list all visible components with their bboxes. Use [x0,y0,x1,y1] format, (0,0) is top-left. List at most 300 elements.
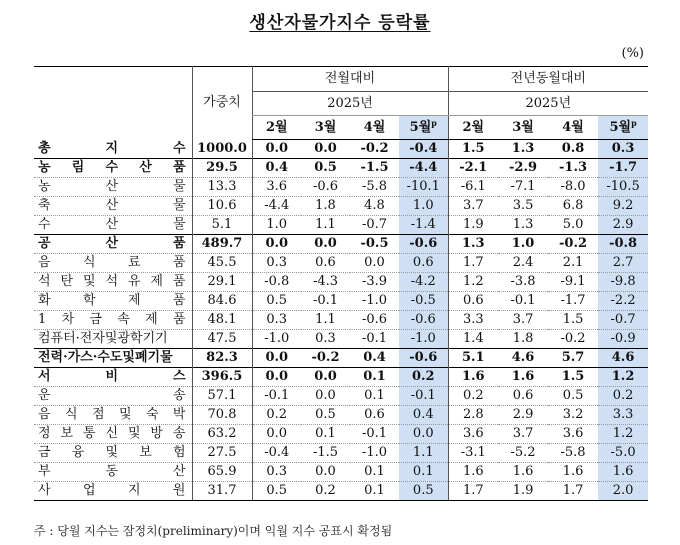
table-row [34,463,648,482]
yoy-value-cell: 2.9 [498,406,548,425]
label-char: 사 [38,483,51,498]
mom-value-cell: 1.0 [252,216,301,235]
row-label [34,349,192,368]
row-label [34,463,192,482]
yoy-value-cell: 1.8 [498,330,548,349]
row-label-text [38,406,186,424]
yoy-value-cell: -2.9 [498,159,548,178]
yoy-value-cell: -5.0 [598,444,648,463]
yoy-value-cell: 1.6 [548,463,598,482]
month-label: 5월 [409,119,432,135]
label-char: 지 [105,140,119,156]
yoy-value-cell: 1.6 [448,368,498,387]
row-label [34,273,192,292]
label-char: 금 [38,445,51,460]
row-label-text [38,387,186,405]
table-row [34,425,648,444]
label-char: 험 [172,445,186,460]
weight-cell: 396.5 [192,368,252,387]
yoy-month-header [498,116,548,140]
row-label-text [38,311,186,329]
yoy-value-cell: 1.3 [448,235,498,254]
yoy-value-cell: -0.8 [598,235,648,254]
yoy-value-cell: 0.8 [561,141,585,156]
label-char: 료 [127,255,141,270]
row-label [34,216,192,235]
month-label: 4월 [363,119,386,135]
row-label-text [38,444,186,462]
yoy-year-header: 2025년 [448,92,648,116]
yoy-value-cell: -9.1 [548,273,598,292]
month-label: 5월 [609,119,632,135]
yoy-value-cell: -8.0 [548,178,598,197]
yoy-value-cell: 6.8 [548,197,598,216]
yoy-value-cell: 3.6 [448,425,498,444]
mom-value-cell: 0.5 [252,292,301,311]
label-char: 제 [145,312,158,327]
preliminary-mark: p [631,117,637,128]
row-label [34,406,192,425]
label-char: 림 [71,160,85,175]
yoy-value-cell: -10.5 [598,178,648,197]
mom-value-cell: 0.6 [350,406,399,425]
mom-value-cell: 0.6 [399,254,448,273]
yoy-value-cell: 2.7 [598,254,648,273]
mom-value-cell: 0.6 [301,254,350,273]
mom-value-cell: -10.1 [399,178,448,197]
yoy-value-cell: -7.1 [498,178,548,197]
mom-value-cell: 0.3 [301,330,350,349]
month-label: 4월 [562,119,584,135]
label-char: 정 [38,426,51,441]
weight-cell: 65.9 [192,463,252,482]
weight-cell: 489.7 [192,235,252,254]
mom-month-header [301,116,350,140]
label-char: 산 [105,236,119,251]
yoy-value-cell: 1.5 [548,368,598,387]
yoy-value-cell: -6.1 [448,178,498,197]
yoy-value-cell: 1.9 [448,216,498,235]
weight-cell: 13.3 [192,178,252,197]
label-char: 업 [82,483,96,498]
mom-value-cell: -4.2 [399,273,448,292]
label-char: 학 [82,293,96,308]
yoy-value-cell: 2.0 [598,482,648,501]
label-header [34,67,192,140]
row-label-text [38,292,186,310]
label-char: 석 [38,274,51,289]
mom-value-cell: -4.4 [252,197,301,216]
label-char: 탄 [60,274,74,289]
yoy-value-cell: 3.6 [548,425,598,444]
label-char: 부 [38,464,51,479]
row-label [34,140,192,159]
mom-value-cell: 0.0 [252,425,301,444]
yoy-value-cell: -0.9 [598,330,648,349]
label-char: 운 [38,388,51,403]
table-row [34,482,648,501]
yoy-value-cell: 2.1 [548,254,598,273]
label-char: 원 [172,483,186,498]
label-char: 및 [127,426,141,441]
footnote: 주 : 당월 지수는 잠정치(preliminary)이며 익월 지수 공표시 확정됨 [34,524,393,538]
yoy-value-cell: 1.6 [598,463,648,482]
mom-value-cell: 0.0 [252,368,301,387]
table-row [34,235,648,254]
yoy-group-header: 전년동월대비 [448,67,648,92]
price-table [34,66,648,501]
yoy-value-cell: 1.9 [498,482,548,501]
weight-cell: 5.1 [192,216,252,235]
row-label-text [38,425,186,443]
mom-value-cell: -0.1 [399,387,448,406]
yoy-value-cell: -0.2 [548,235,598,254]
row-label [34,235,192,254]
mom-value-cell: 0.0 [301,235,350,254]
mom-value-cell: -1.4 [399,216,448,235]
mom-value-cell: 0.5 [399,482,448,501]
label-char: 식 [64,407,78,422]
label-char: 금 [89,312,102,327]
label-char: 품 [172,293,186,308]
mom-value-cell: -0.1 [350,425,399,444]
label-char: 산 [139,160,152,175]
row-label-text [38,140,186,158]
weight-header: 가중치 [192,67,252,140]
yoy-value-cell: 4.6 [498,349,548,368]
mom-value-cell: 0.0 [252,235,301,254]
row-label [34,482,192,501]
mom-value-cell: -0.4 [252,444,301,463]
row-label-text: 컴퓨터·전자및광학기기 [38,331,168,346]
yoy-value-cell: 1.6 [448,463,498,482]
label-char: 유 [127,274,141,289]
yoy-value-cell: 1.3 [511,141,535,156]
label-char: 식 [82,255,96,270]
row-label-text [38,216,186,234]
yoy-value-cell: 1.4 [448,330,498,349]
label-char: 농 [38,160,51,175]
mom-value-cell: -0.6 [399,235,448,254]
mom-value-cell: 1.1 [301,216,350,235]
yoy-value-cell: 3.7 [498,311,548,330]
mom-value-cell: -0.2 [360,141,389,156]
mom-value-cell: -0.7 [350,216,399,235]
label-char: 물 [172,198,186,213]
mom-group-header: 전월대비 [252,67,448,92]
mom-value-cell: 0.4 [399,406,448,425]
weight-cell: 45.5 [192,254,252,273]
row-label [34,159,192,178]
yoy-value-cell: 4.6 [598,349,648,368]
weight-cell: 10.6 [192,197,252,216]
mom-value-cell: 0.2 [399,368,448,387]
label-char: 박 [172,407,186,422]
yoy-value-cell: -2.2 [598,292,648,311]
row-label-text [38,482,186,500]
month-label: 3월 [512,119,534,135]
row-label [34,444,192,463]
mom-value-cell: -0.6 [350,311,399,330]
label-char: 수 [105,160,119,175]
mom-value-cell: 0.0 [301,463,350,482]
label-char: 보 [60,426,74,441]
row-label [34,311,192,330]
yoy-value-cell: 3.7 [498,425,548,444]
mom-value-cell: -4.3 [301,273,350,292]
yoy-value-cell: -1.7 [598,159,648,178]
weight-cell: 31.7 [192,482,252,501]
label-char: 산 [105,198,119,213]
month-label: 2월 [462,119,485,135]
mom-value-cell: 0.1 [301,425,350,444]
yoy-value-cell: 1.5 [448,140,498,159]
mom-value-cell: -0.1 [301,292,350,311]
label-char: 1 [38,312,47,327]
weight-cell: 48.1 [192,311,252,330]
yoy-value-cell: 0.6 [498,387,548,406]
label-char: 석 [105,274,119,289]
row-label [34,292,192,311]
mom-value-cell: 0.2 [252,406,301,425]
yoy-value-cell: 1.7 [448,254,498,273]
label-char: 농 [38,179,51,194]
label-char: 품 [172,160,186,175]
label-char: 및 [82,274,96,289]
yoy-value-cell: 1.6 [498,368,548,387]
mom-value-cell: 0.0 [301,387,350,406]
mom-value-cell: -0.5 [350,235,399,254]
mom-value-cell: -0.5 [399,292,448,311]
mom-value-cell: 1.1 [301,311,350,330]
yoy-value-cell: 1.6 [498,463,548,482]
label-char: 속 [117,312,130,327]
label-char: 스 [172,369,186,384]
weight-cell: 57.1 [192,387,252,406]
yoy-value-cell: 1.7 [448,482,498,501]
yoy-value-cell: -1.3 [548,159,598,178]
label-char: 융 [71,445,85,460]
month-label: 2월 [265,119,288,135]
table-row [34,330,648,349]
label-char: 보 [139,445,152,460]
yoy-value-cell: -5.8 [548,444,598,463]
yoy-value-cell: 3.3 [448,311,498,330]
label-char: 지 [127,483,141,498]
mom-value-cell: 0.1 [350,368,399,387]
yoy-month-header [548,116,598,140]
table-body [34,140,648,501]
row-label [34,368,192,387]
yoy-value-cell: 5.7 [548,349,598,368]
yoy-month-header [598,116,648,140]
mom-value-cell: 0.0 [252,140,301,159]
mom-value-cell: 0.0 [399,425,448,444]
mom-value-cell: -0.6 [399,311,448,330]
label-char: 방 [150,426,163,441]
mom-value-cell: -0.1 [252,387,301,406]
label-char: 신 [105,426,119,441]
mom-value-cell: 0.3 [252,463,301,482]
yoy-value-cell: 1.2 [598,368,648,387]
mom-value-cell: -1.0 [399,330,448,349]
label-char: 축 [38,198,51,213]
label-char: 품 [172,312,186,327]
label-char: 물 [172,217,186,232]
mom-value-cell: -5.8 [350,178,399,197]
yoy-value-cell: 3.2 [548,406,598,425]
yoy-value-cell: 3.5 [498,197,548,216]
yoy-value-cell: -9.8 [598,273,648,292]
yoy-value-cell: 5.0 [548,216,598,235]
mom-value-cell: 0.5 [301,406,350,425]
yoy-value-cell: -0.2 [548,330,598,349]
mom-value-cell: -1.5 [350,159,399,178]
yoy-value-cell: -2.1 [448,159,498,178]
weight-cell: 29.5 [192,159,252,178]
yoy-value-cell: 1.0 [498,235,548,254]
mom-value-cell: -1.0 [350,292,399,311]
yoy-value-cell: 1.3 [498,216,548,235]
label-char: 물 [172,179,186,194]
row-label-text [38,197,186,215]
weight-cell: 27.5 [192,444,252,463]
label-char: 점 [91,407,105,422]
row-label [34,387,192,406]
mom-value-cell: 3.6 [252,178,301,197]
mom-value-cell: 1.0 [399,197,448,216]
row-label [34,197,192,216]
label-char: 산 [172,464,186,479]
mom-value-cell: 1.8 [301,197,350,216]
label-char: 차 [61,312,75,327]
yoy-value-cell: 0.2 [598,387,648,406]
mom-value-cell: 1.1 [399,444,448,463]
table-row [34,273,648,292]
mom-value-cell: 0.0 [301,368,350,387]
title-text: 생산자물가지수 등락률 [249,13,431,33]
label-char: 공 [38,236,51,251]
mom-value-cell: -4.4 [399,159,448,178]
yoy-value-cell: 2.8 [448,406,498,425]
weight-cell: 82.3 [192,349,252,368]
label-char: 음 [38,407,51,422]
mom-year-header: 2025년 [252,92,448,116]
table-row [34,368,648,387]
mom-value-cell: 0.1 [399,463,448,482]
mom-value-cell: 0.4 [350,349,399,368]
label-char: 산 [105,217,119,232]
mom-value-cell: -0.8 [252,273,301,292]
mom-value-cell: 0.0 [350,254,399,273]
mom-value-cell: -0.2 [301,349,350,368]
label-char: 및 [118,407,132,422]
yoy-value-cell: -0.7 [598,311,648,330]
mom-value-cell: 0.5 [301,159,350,178]
yoy-month-header [448,116,498,140]
page-title [0,8,680,33]
mom-month-header [252,116,301,140]
label-char: 품 [172,236,186,251]
yoy-value-cell: 0.6 [448,292,498,311]
yoy-value-cell: 0.5 [548,387,598,406]
label-char: 송 [172,388,186,403]
table-row [34,311,648,330]
mom-value-cell: 0.1 [350,387,399,406]
table-row [34,216,648,235]
table-row [34,254,648,273]
yoy-value-cell: 1.2 [448,273,498,292]
yoy-value-cell: 2.9 [598,216,648,235]
mom-value-cell: 0.5 [252,482,301,501]
weight-cell: 70.8 [192,406,252,425]
label-char: 화 [38,293,51,308]
table-row [34,387,648,406]
label-char: 및 [105,445,119,460]
row-label [34,178,192,197]
row-label-text [38,463,186,481]
table-row [34,197,648,216]
mom-value-cell: 0.0 [252,349,301,368]
yoy-value-cell: 2.4 [498,254,548,273]
weight-cell: 29.1 [192,273,252,292]
yoy-value-cell: -1.7 [548,292,598,311]
mom-value-cell: 0.1 [350,463,399,482]
yoy-value-cell: -5.2 [498,444,548,463]
mom-value-cell: 0.1 [350,482,399,501]
mom-value-cell: -0.4 [399,140,448,159]
mom-value-cell: 0.4 [252,159,301,178]
yoy-value-cell: 9.2 [598,197,648,216]
row-label [34,425,192,444]
label-char: 총 [38,140,51,156]
label-char: 산 [105,179,119,194]
label-char: 숙 [145,407,159,422]
yoy-value-cell: 3.3 [598,406,648,425]
yoy-value-cell: 0.2 [448,387,498,406]
yoy-value-cell: -3.8 [498,273,548,292]
weight-cell: 47.5 [192,330,252,349]
mom-month-header [350,116,399,140]
label-char: 수 [38,217,51,232]
label-char: 음 [38,255,51,270]
label-char: 제 [127,293,141,308]
row-label-text [38,178,186,196]
month-label: 3월 [314,119,337,135]
label-char: 통 [82,426,96,441]
mom-value-cell: -1.0 [252,330,301,349]
yoy-value-cell: 1.7 [548,482,598,501]
row-label-text: 전력·가스·수도및폐기물 [38,350,173,365]
label-char: 서 [38,369,51,384]
mom-value-cell: -0.6 [399,349,448,368]
table-row [34,159,648,178]
yoy-value-cell: 1.2 [598,425,648,444]
yoy-value-cell: 5.1 [448,349,498,368]
mom-value-cell: -3.9 [350,273,399,292]
mom-month-header [399,116,448,140]
mom-value-cell: 0.3 [252,254,301,273]
row-label-text [38,159,186,177]
table-row [34,349,648,368]
weight-cell: 1000.0 [192,140,252,159]
row-label [34,330,192,349]
table-row [34,178,648,197]
table-row [34,292,648,311]
row-label [34,254,192,273]
label-char: 송 [172,426,186,441]
yoy-value-cell: -3.1 [448,444,498,463]
